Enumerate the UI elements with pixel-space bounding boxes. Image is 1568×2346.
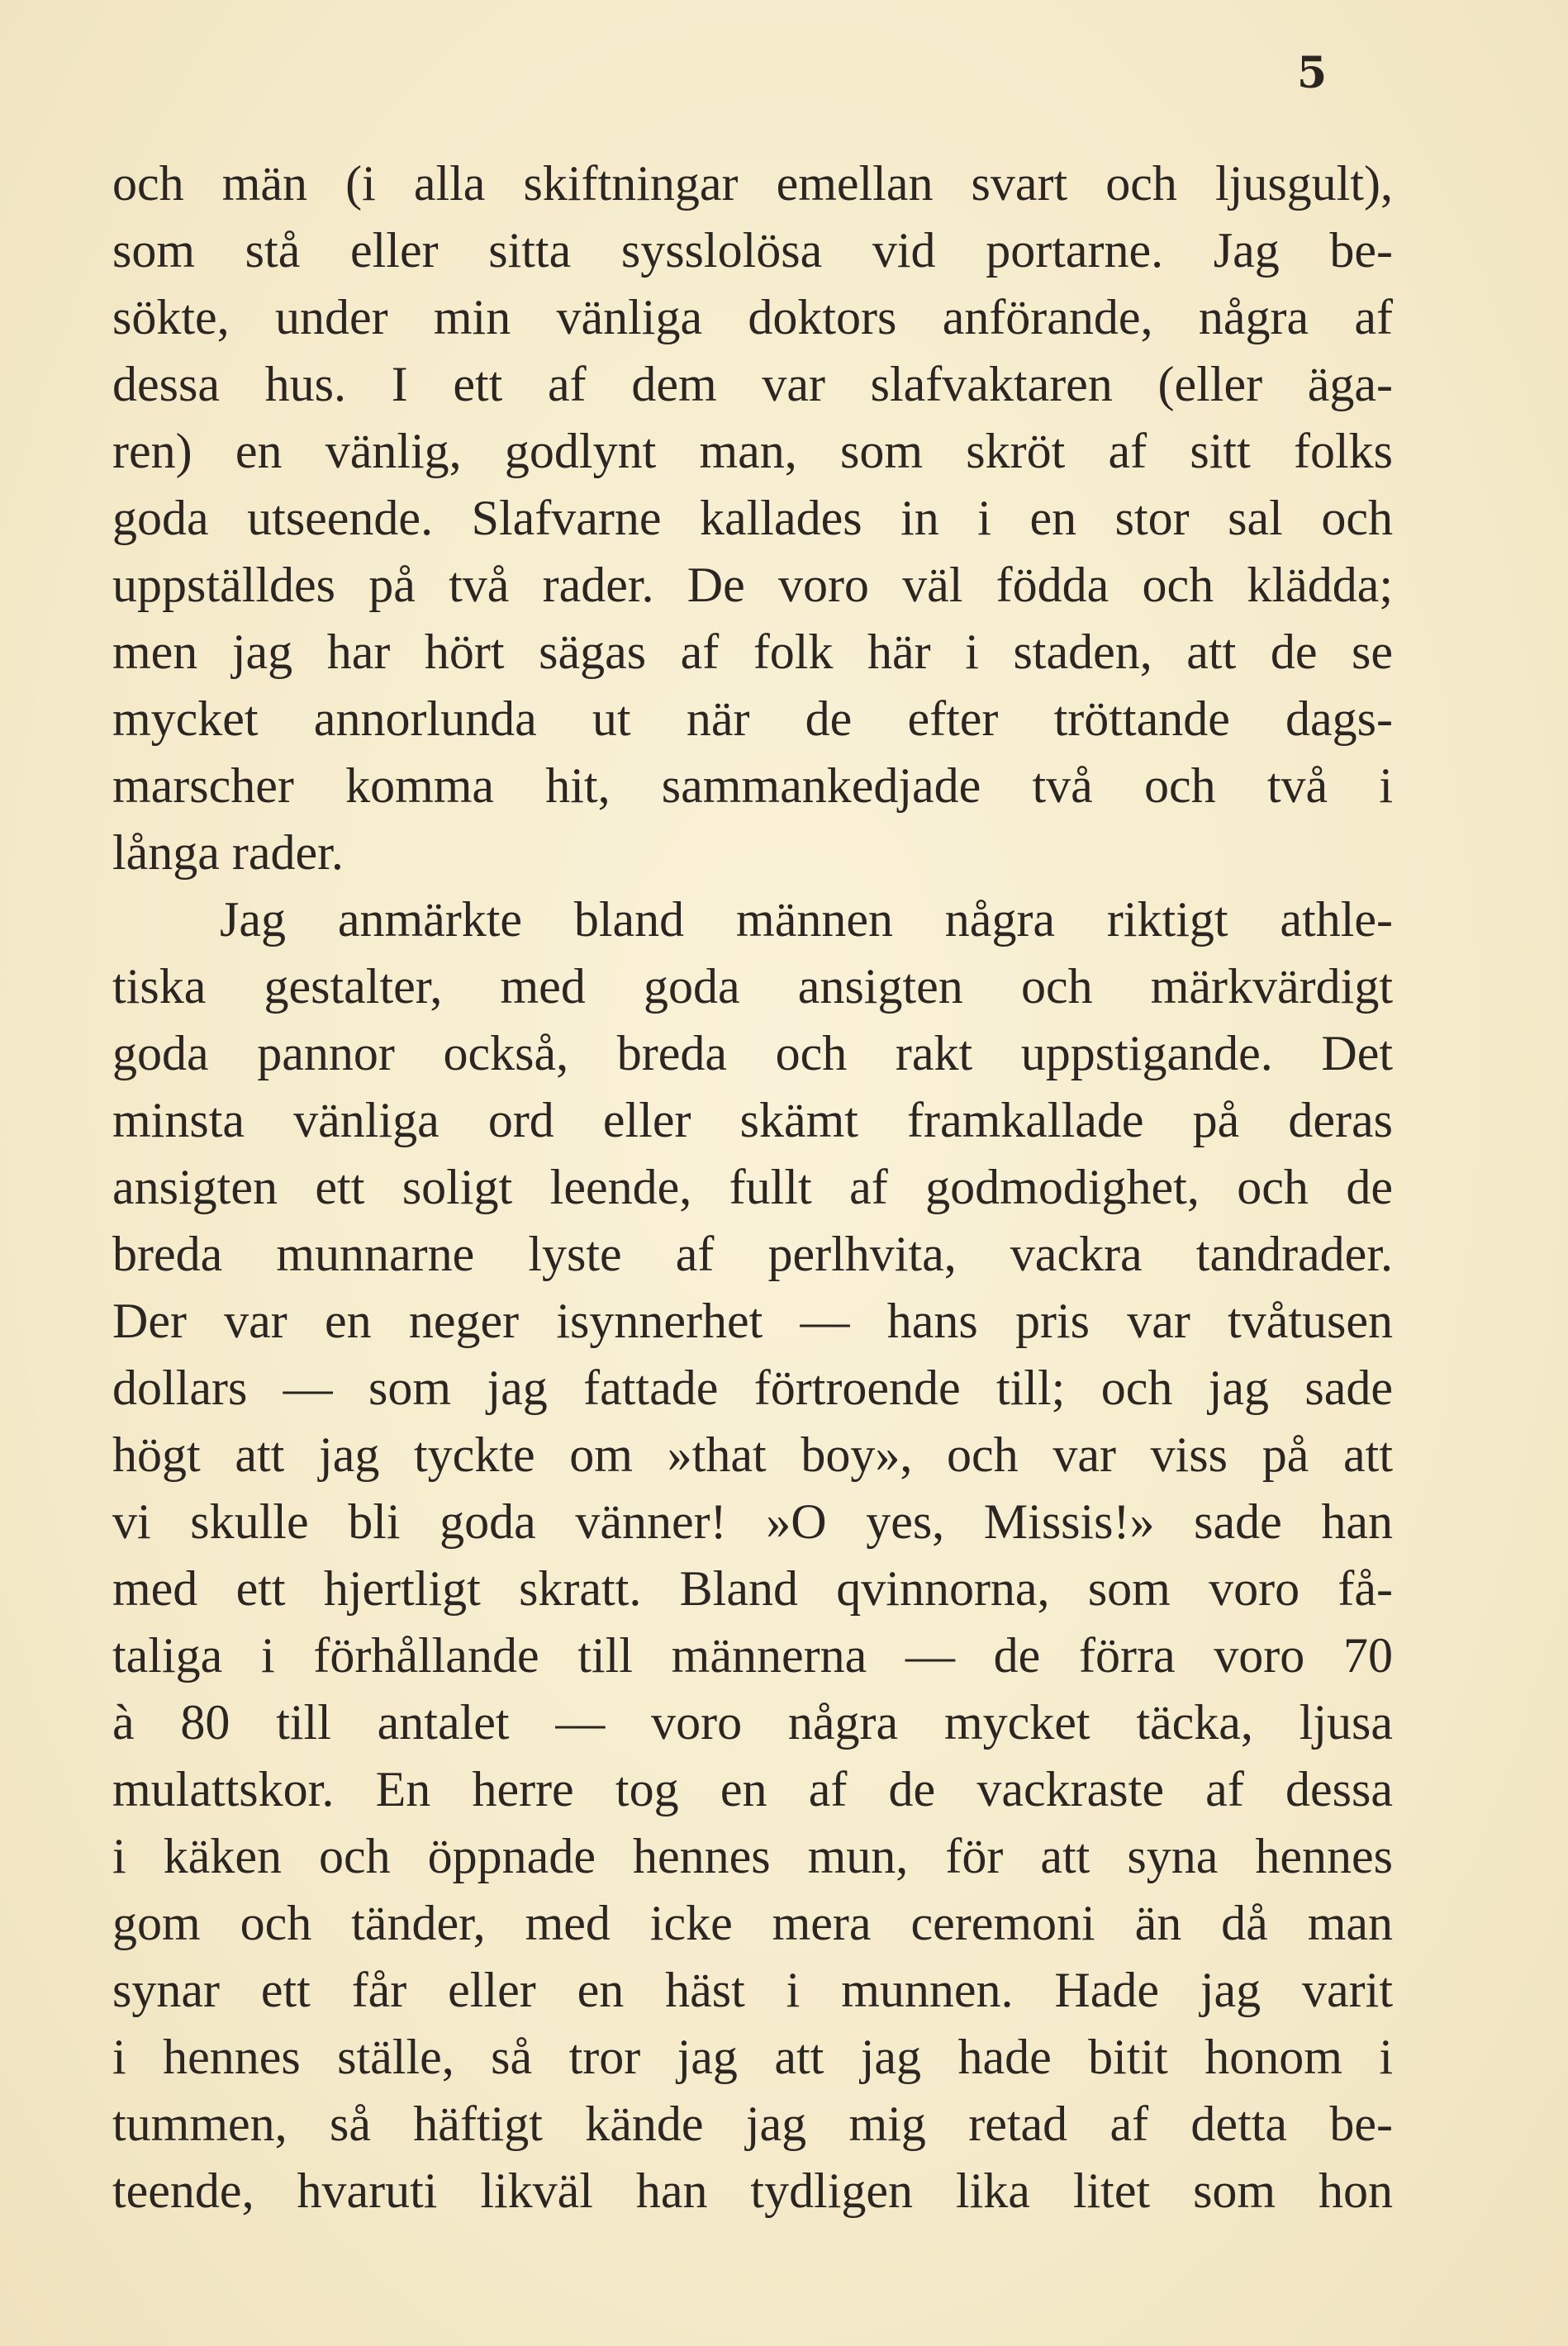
text-line: ren) en vänlig, godlynt man, som skröt af sitt folks <box>112 424 1393 478</box>
text-line: tiska gestalter, med goda ansigten och märkvärdigt <box>112 959 1393 1014</box>
text-line: tummen, så häftigt kände jag mig retad af detta be- <box>112 2097 1393 2151</box>
text-line: teende, hvaruti likväl han tydligen lika litet som hon <box>112 2163 1393 2218</box>
text-line: långa rader. <box>112 825 344 880</box>
text-line: vi skulle bli goda vänner! »O yes, Missis!» sade han <box>112 1494 1393 1549</box>
body-text <box>112 150 1393 2225</box>
text-line: högt att jag tyckte om »that boy», och var viss på att <box>112 1427 1393 1482</box>
text-line: dessa hus. I ett af dem var slafvaktaren (eller äga- <box>112 357 1393 411</box>
text-line: men jag har hört sägas af folk här i staden, att de se <box>112 624 1393 679</box>
text-line: gom och tänder, med icke mera ceremoni än då man <box>112 1896 1393 1950</box>
text-line: breda munnarne lyste af perlhvita, vackra tandrader. <box>112 1227 1393 1281</box>
text-line: taliga i förhållande till männerna — de förra voro 70 <box>112 1628 1393 1683</box>
paragraph-start-line: Jag anmärkte bland männen några riktigt athle- <box>220 892 1393 947</box>
text-line: mycket annorlunda ut när de efter tröttande dags- <box>112 691 1393 746</box>
text-line: som stå eller sitta sysslolösa vid portarne. Jag be- <box>112 223 1393 278</box>
text-line: uppställdes på två rader. De voro väl födda och klädda; <box>112 558 1393 612</box>
text-line: med ett hjertligt skratt. Bland qvinnorna, som voro få- <box>112 1561 1393 1616</box>
text-line: sökte, under min vänliga doktors anförande, några af <box>112 290 1393 344</box>
text-line: marscher komma hit, sammankedjade två och två i <box>112 758 1393 813</box>
text-line: ansigten ett soligt leende, fullt af godmodighet, och de <box>112 1160 1393 1214</box>
text-line: dollars — som jag fattade förtroende till; och jag sade <box>112 1361 1393 1415</box>
page-number: 5 <box>1297 48 1328 98</box>
text-line: i hennes ställe, så tror jag att jag hade bitit honom i <box>112 2030 1393 2084</box>
text-line: och män (i alla skiftningar emellan svart och ljusgult), <box>112 156 1393 211</box>
text-line: synar ett får eller en häst i munnen. Hade jag varit <box>112 1963 1393 2017</box>
text-line: i käken och öppnade hennes mun, för att syna hennes <box>112 1829 1393 1883</box>
text-line: mulattskor. En herre tog en af de vackraste af dessa <box>112 1762 1393 1816</box>
text-line: goda pannor också, breda och rakt uppstigande. Det <box>112 1026 1393 1080</box>
text-line: minsta vänliga ord eller skämt framkallade på deras <box>112 1093 1393 1147</box>
text-line: goda utseende. Slafvarne kallades in i en stor sal och <box>112 491 1393 545</box>
text-line: à 80 till antalet — voro några mycket täcka, ljusa <box>112 1695 1393 1750</box>
text-line: Der var en neger isynnerhet — hans pris var tvåtusen <box>112 1294 1393 1348</box>
